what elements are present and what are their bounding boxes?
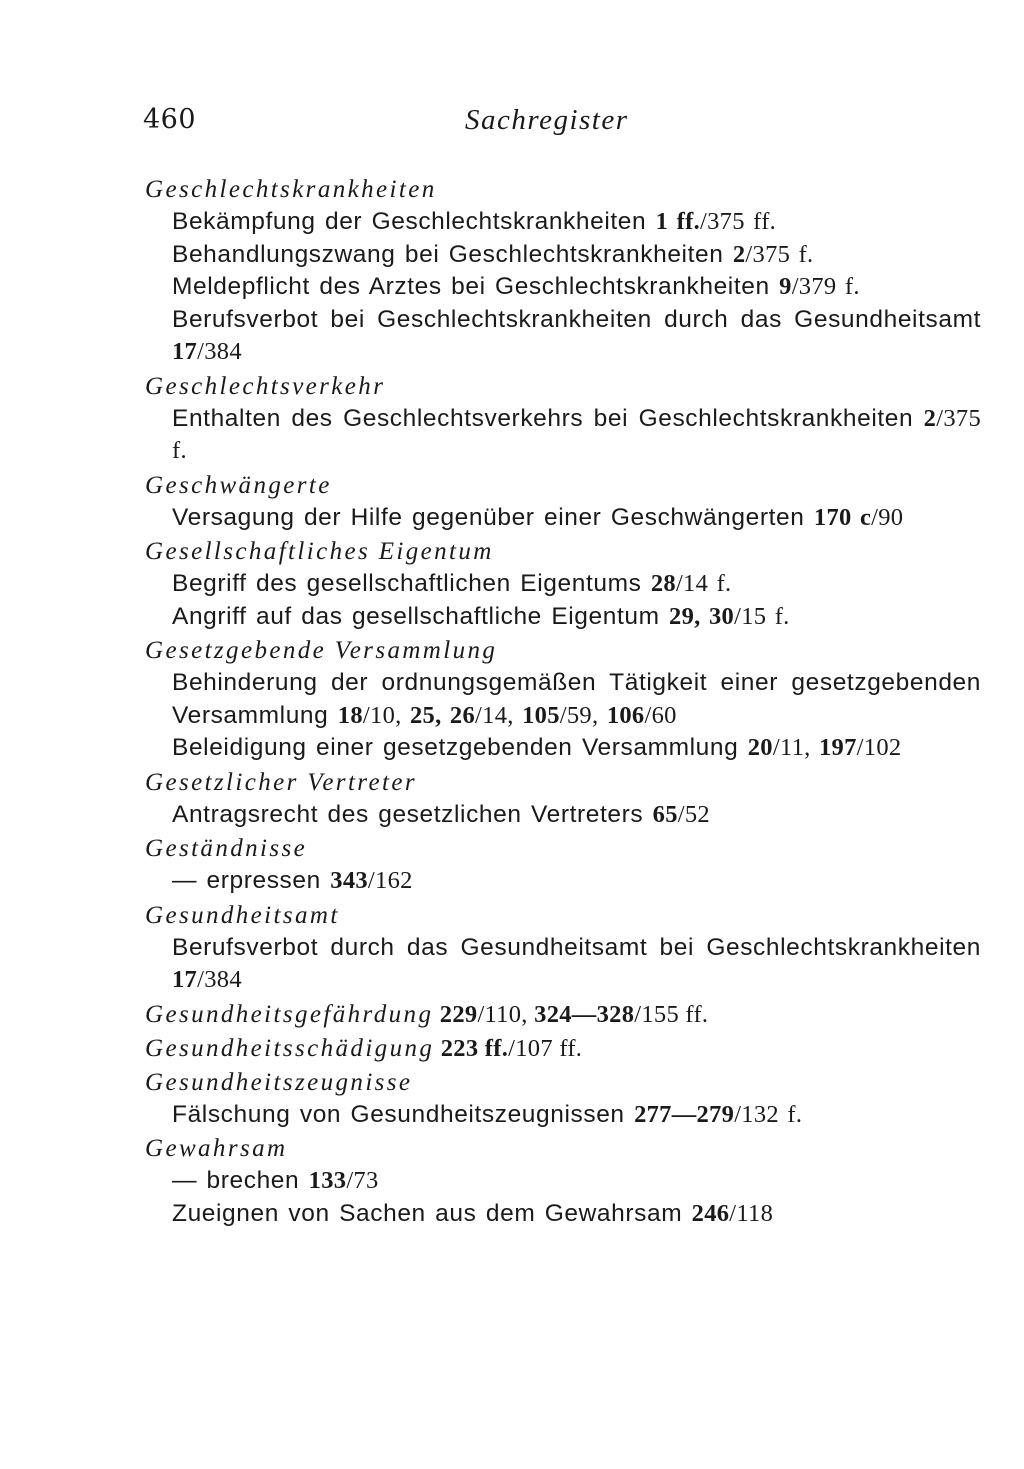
subentry-text: Berufsverbot bei Geschlechtskrankheiten durch das Gesundheitsamt <box>172 305 981 333</box>
index-term-references <box>433 1001 708 1028</box>
index-entry <box>145 536 981 633</box>
page-reference: /118 <box>729 1199 774 1227</box>
index-subentry <box>145 304 981 369</box>
reference-number: 170 c <box>813 503 872 531</box>
reference-number: 18 <box>337 701 363 729</box>
reference-number: 324—328 <box>534 1000 635 1028</box>
index-term <box>145 536 981 568</box>
index-term <box>145 999 981 1031</box>
subentry-text: Angriff auf das gesellschaftliche Eigentum <box>172 602 670 630</box>
subject-index <box>145 172 981 1230</box>
page-reference: /375 ff. <box>700 208 777 235</box>
index-subentry <box>145 502 981 535</box>
reference-number: 28 <box>650 570 676 597</box>
index-entry <box>145 174 981 369</box>
index-term-label: Geständnisse <box>145 835 308 862</box>
page-reference: /52 <box>677 800 710 828</box>
index-term <box>145 635 981 667</box>
page-reference: /90 <box>871 503 904 531</box>
reference-number: 277—279 <box>634 1100 735 1128</box>
reference-number: 1 ff. <box>655 208 700 235</box>
index-entry <box>145 371 981 468</box>
reference-number: 65 <box>652 800 678 828</box>
index-subentry <box>145 403 981 468</box>
reference-number: 2 <box>732 240 746 268</box>
index-subentry <box>145 667 981 732</box>
index-term <box>145 833 981 865</box>
index-subentry <box>145 732 981 765</box>
index-entry <box>145 1133 981 1230</box>
reference-number: 17 <box>172 966 198 993</box>
page-reference: /73 <box>346 1167 379 1194</box>
page-reference: /10, <box>362 701 410 729</box>
index-entry <box>145 767 981 832</box>
reference-number: 229 <box>439 1000 478 1028</box>
index-term-label: Gesundheitsschädigung <box>145 1034 435 1062</box>
index-term-label: Geschlechtsverkehr <box>145 372 386 400</box>
subentry-text: Meldepflicht des Arztes bei Geschlechtskrankheiten <box>172 273 780 300</box>
index-subentry <box>145 601 981 634</box>
page-reference: /162 <box>367 867 413 894</box>
index-entry <box>145 833 981 898</box>
page-reference: /379 f. <box>791 273 860 300</box>
reference-number: 17 <box>172 338 198 365</box>
subentry-text: Berufsverbot durch das Gesundheitsamt bei Geschlechtskrankheiten <box>172 933 981 961</box>
reference-number: 133 <box>308 1167 347 1194</box>
index-subentry <box>145 1099 981 1132</box>
reference-number: 246 <box>691 1199 730 1227</box>
index-subentry <box>145 239 981 272</box>
index-subentry <box>145 206 981 239</box>
index-term <box>145 174 981 206</box>
page-reference: /132 f. <box>734 1100 803 1128</box>
reference-number: 9 <box>779 273 792 300</box>
index-term <box>145 470 981 502</box>
index-subentry <box>145 1198 981 1231</box>
subentry-text: — erpressen <box>172 867 331 894</box>
subentry-text: — brechen <box>172 1167 309 1194</box>
reference-number: 29, 30 <box>669 602 735 630</box>
index-term-label: Gesetzgebende Versammlung <box>145 637 498 664</box>
index-entry <box>145 999 981 1031</box>
index-subentry <box>145 865 981 898</box>
reference-number: 223 ff. <box>440 1034 509 1062</box>
index-subentry <box>145 271 981 304</box>
index-term-label: Gesundheitszeugnisse <box>145 1068 413 1096</box>
index-term <box>145 1133 981 1165</box>
subentry-text: Zueignen von Sachen aus dem Gewahrsam <box>172 1199 692 1227</box>
page-reference: /155 ff. <box>634 1000 709 1028</box>
index-term-label: Gesetzlicher Vertreter <box>145 768 417 796</box>
page-reference: /375 f. <box>172 404 981 464</box>
reference-number: 105 <box>522 701 560 729</box>
index-subentry <box>145 568 981 601</box>
subentry-text: Bekämpfung der Geschlechtskrankheiten <box>172 208 656 235</box>
subentry-text: Fälschung von Gesundheitszeugnissen <box>172 1100 635 1128</box>
page-reference: /11, <box>772 734 819 761</box>
index-term-label: Gesundheitsamt <box>145 901 340 929</box>
index-term <box>145 371 981 403</box>
index-subentry <box>145 799 981 832</box>
subentry-text: Versagung der Hilfe gegenüber einer Geschwängerten <box>172 503 814 531</box>
index-term-label: Geschlechtskrankheiten <box>145 176 437 203</box>
index-term-references <box>434 1035 582 1062</box>
running-title: Sachregister <box>465 104 629 136</box>
page-reference: /59, <box>559 701 607 729</box>
index-entry <box>145 900 981 997</box>
index-subentry <box>145 1165 981 1198</box>
page-reference: /60 <box>644 701 677 729</box>
reference-number: 25, 26 <box>409 701 476 729</box>
page-reference: /375 f. <box>745 240 814 268</box>
index-term <box>145 1067 981 1099</box>
subentry-text: Begriff des gesellschaftlichen Eigentums <box>172 570 651 597</box>
subentry-text: Antragsrecht des gesetzlichen Vertreters <box>172 800 653 828</box>
page-reference: /110, <box>477 1000 535 1028</box>
page-reference: /14, <box>475 701 523 729</box>
page-number: 460 <box>143 104 197 135</box>
page-reference: /384 <box>197 966 242 993</box>
index-entry <box>145 470 981 535</box>
index-entry <box>145 1067 981 1132</box>
page-header <box>143 104 663 144</box>
index-subentry <box>145 932 981 997</box>
page-reference: /384 <box>197 338 242 365</box>
subentry-text: Behandlungszwang bei Geschlechtskrankheiten <box>172 240 733 268</box>
index-term-label: Geschwängerte <box>145 471 332 499</box>
page-reference: /102 <box>856 734 902 761</box>
reference-number: 20 <box>747 734 773 761</box>
page-reference: /14 f. <box>675 570 732 597</box>
index-entry <box>145 635 981 765</box>
index-term-label: Gesundheitsgefährdung <box>145 1000 434 1028</box>
reference-number: 106 <box>606 701 645 729</box>
index-term <box>145 900 981 932</box>
subentry-text: Enthalten des Geschlechtsverkehrs bei Geschlechtskrankheiten <box>172 404 924 432</box>
subentry-text: Behinderung der ordnungsgemäßen Tätigkeit einer gesetzgebenden Versammlung <box>172 669 981 729</box>
index-term-label: Gewahrsam <box>145 1135 288 1162</box>
index-entry <box>145 1033 981 1065</box>
reference-number: 343 <box>330 867 368 894</box>
index-term <box>145 767 981 799</box>
page-reference: /107 ff. <box>508 1034 583 1062</box>
index-term-label: Gesellschaftliches Eigentum <box>145 538 494 565</box>
index-term <box>145 1033 981 1065</box>
reference-number: 197 <box>819 734 857 761</box>
subentry-text: Beleidigung einer gesetzgebenden Versammlung <box>172 734 748 761</box>
reference-number: 2 <box>923 404 937 432</box>
page-reference: /15 f. <box>734 602 790 630</box>
